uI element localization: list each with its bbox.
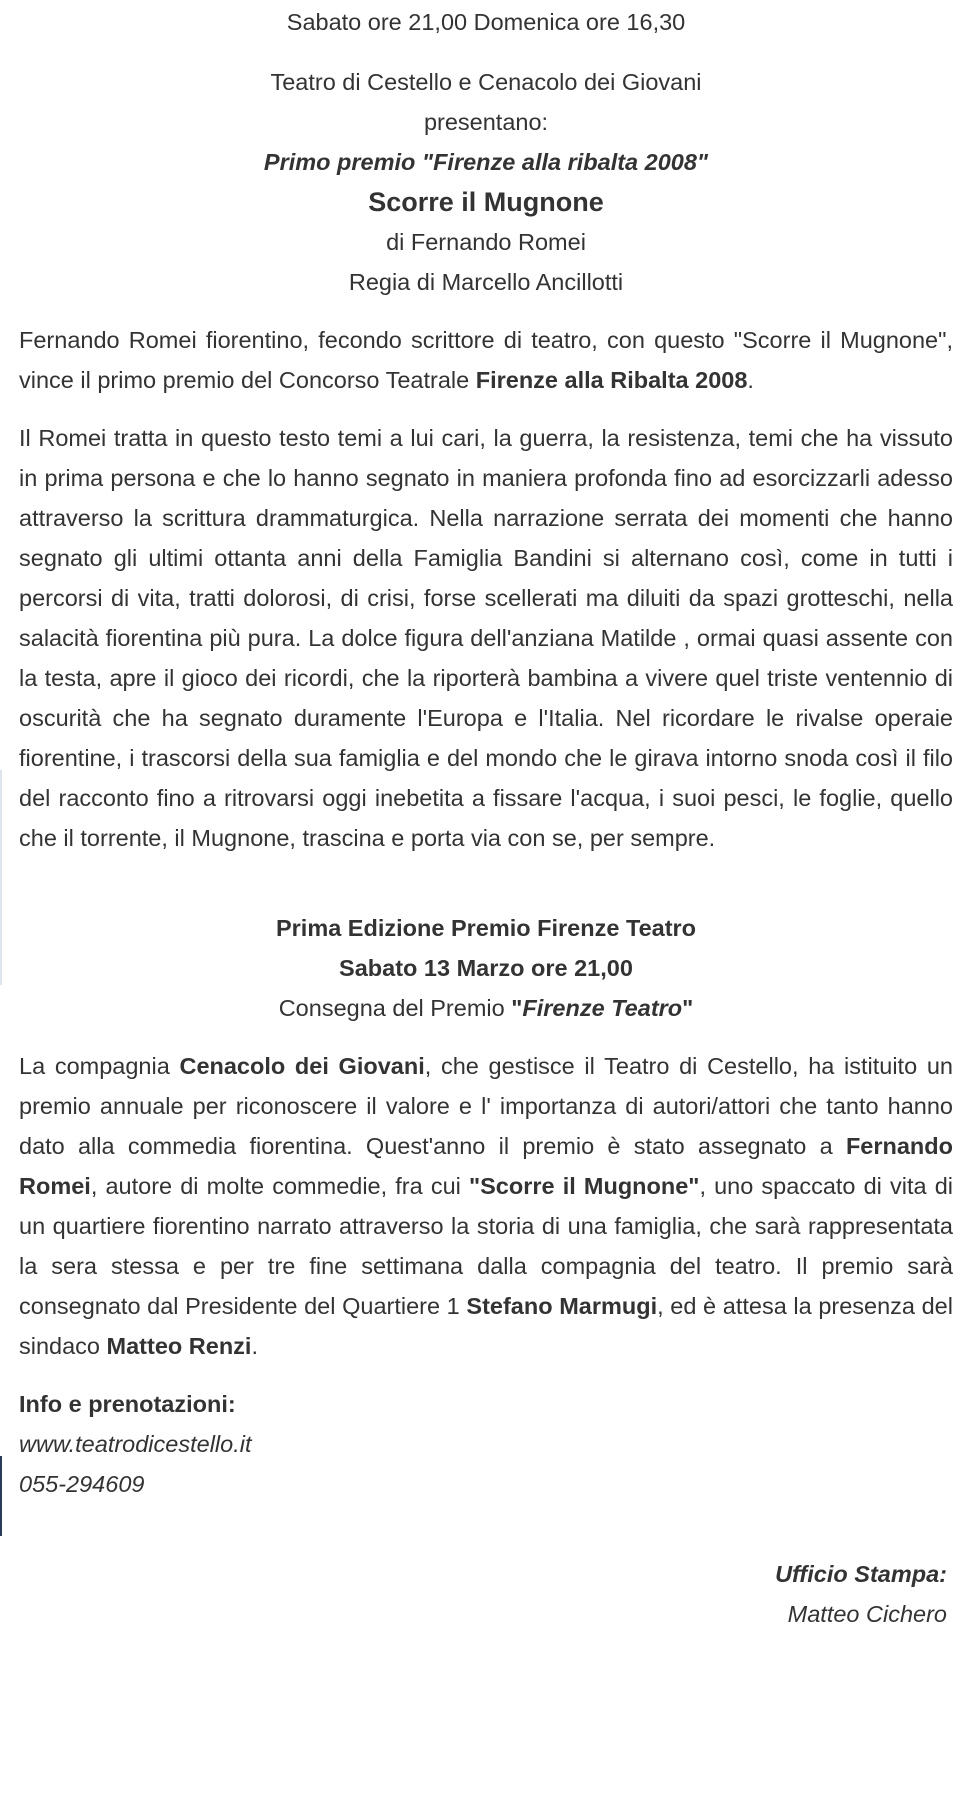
compagnia-text-5: , ed è attesa la presenza del sindaco <box>19 1293 953 1359</box>
left-margin-rule-dark <box>0 1456 2 1536</box>
info-label: Info e prenotazioni: <box>19 1391 236 1417</box>
premio-consegna <box>19 988 953 1028</box>
compagnia-text-1: La compagnia <box>19 1053 180 1079</box>
info-block <box>19 1384 953 1504</box>
intro-period: . <box>747 367 754 393</box>
website-link[interactable]: www.teatrodicestello.it <box>19 1431 252 1457</box>
left-margin-rule <box>0 770 2 985</box>
consegna-quote-open: " <box>511 995 523 1021</box>
author-line: di Fernando Romei <box>386 229 586 255</box>
press-block <box>19 1554 953 1634</box>
schedule-line: Sabato ore 21,00 Domenica ore 16,30 <box>286 9 686 35</box>
compagnia-text-2: , che gestisce il Teatro di Cestello, ha istituito un premio annuale per riconoscere il valore e l' importanza di autori/attori che tanto hanno dato alla commedia fiorentina. Quest'anno il premio è stato assegnato a <box>19 1053 953 1159</box>
press-contact: Matteo Cichero <box>787 1601 947 1627</box>
presenters-line: Teatro di Cestello e Cenacolo dei Giovani <box>270 69 702 95</box>
intro-award-name: Firenze alla Ribalta 2008 <box>475 367 748 393</box>
compagnia-text-6: . <box>251 1333 258 1359</box>
intro-text: Fernando Romei fiorentino, fecondo scrittore di teatro, con questo "Scorre il Mugnone", vince il primo premio del Concorso Teatrale <box>19 327 953 393</box>
play-title: Scorre il Mugnone <box>368 187 604 217</box>
intro-paragraph <box>19 320 953 400</box>
compagnia-text-4: , uno spaccato di vita di un quartiere fiorentino narrato attraverso la storia di una famiglia, che sarà rappresentata la sera stessa e per tre fine settimana dalla compagnia del teatro. Il premio sarà consegnato dal Presidente del Quartiere 1 <box>19 1173 954 1319</box>
phone-number: 055-294609 <box>19 1471 145 1497</box>
consegna-prefix: Consegna del Premio <box>278 995 512 1021</box>
presenters-verb: presentano: <box>423 109 549 135</box>
description-paragraph: Il Romei tratta in questo testo temi a lui cari, la guerra, la resistenza, temi che ha vissuto in prima persona e che lo hanno segnato in maniera profonda fino ad esorcizzarli adesso attraverso la scrittura drammaturgica. Nella narrazione serrata dei momenti che hanno segnato gli ultimi ottanta anni della Famiglia Bandini si alternano così, come in tutti i percorsi di vita, tratti dolorosi, di crisi, forse scellerati ma diluiti da spazi grotteschi, nella salacità fiorentina più pura. La dolce figura dell'anziana Matilde , ormai quasi assente con la testa, apre il gioco dei ricordi, che la riporterà bambina a vivere quel triste ventennio di oscurità che ha segnato duramente l'Europa e l'Italia. Nel ricordare le rivalse operaie fiorentine, i trascorsi della sua famiglia e del mondo che le girava intorno snoda così il filo del racconto fino a ritrovarsi oggi inebetita a fissare l'acqua, i suoi pesci, le foglie, quello che il torrente, il Mugnone, trascina e porta via con se, per sempre. <box>19 425 953 851</box>
premio-header <box>19 908 953 1028</box>
director-line: Regia di Marcello Ancillotti <box>348 269 624 295</box>
consegna-award-name: Firenze Teatro <box>522 995 683 1021</box>
award-line: Primo premio "Firenze alla ribalta 2008" <box>263 149 709 175</box>
winner-name: Fernando Romei <box>19 1133 953 1199</box>
press-label: Ufficio Stampa: <box>775 1561 947 1587</box>
article <box>19 0 953 1634</box>
premio-date: Sabato 13 Marzo ore 21,00 <box>339 955 633 981</box>
compagnia-text-3: , autore di molte commedie, fra cui <box>90 1173 469 1199</box>
compagnia-paragraph <box>19 1046 953 1366</box>
president-name: Stefano Marmugi <box>466 1293 658 1319</box>
play-name: "Scorre il Mugnone" <box>468 1173 700 1199</box>
consegna-quote-close: " <box>682 995 694 1021</box>
compagnia-name: Cenacolo dei Giovani <box>179 1053 425 1079</box>
mayor-name: Matteo Renzi <box>106 1333 252 1359</box>
premio-heading: Prima Edizione Premio Firenze Teatro <box>275 915 697 941</box>
event-header <box>19 2 953 302</box>
